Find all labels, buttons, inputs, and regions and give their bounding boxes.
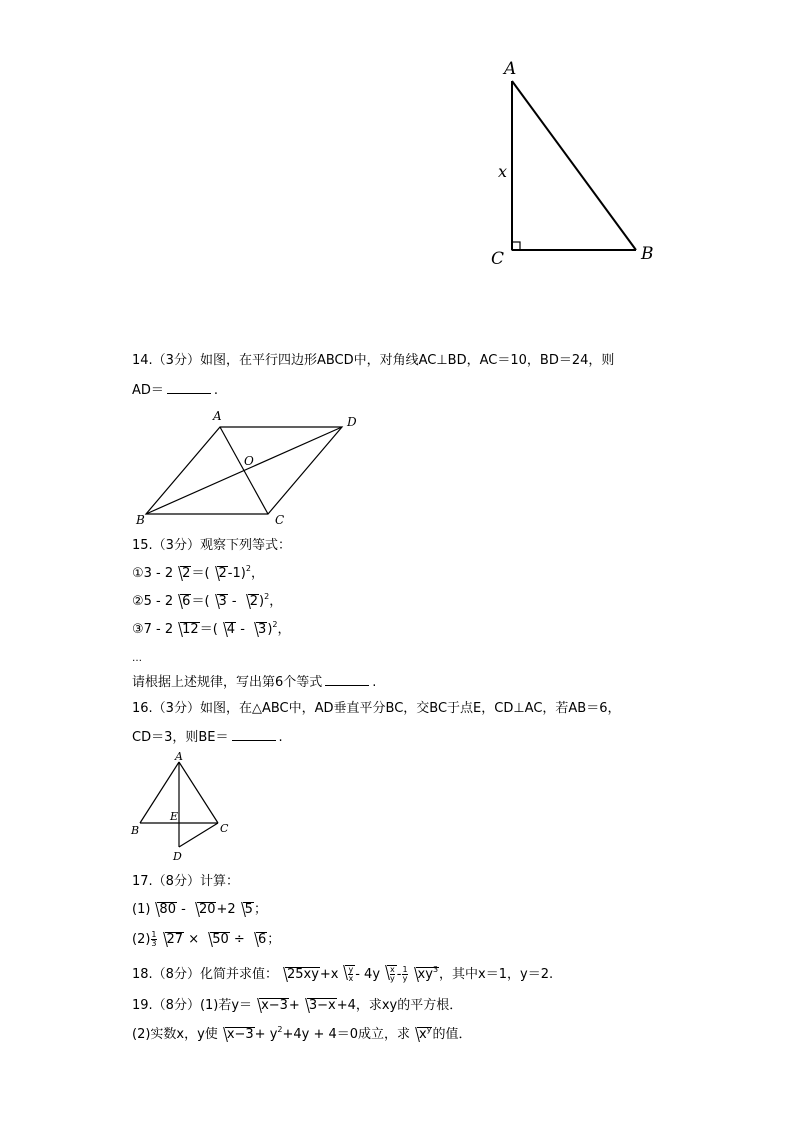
numerator: 1 xyxy=(151,930,157,939)
sqrt-x-minus-3: x−3 xyxy=(261,998,288,1013)
eq2-sep: - xyxy=(227,594,241,609)
vertex-label-d: D xyxy=(173,850,182,863)
exponent: 3 xyxy=(432,965,439,974)
vertex-label-b: B xyxy=(131,824,140,837)
q17-p2-end: ； xyxy=(267,932,281,947)
q19-p2-exponent: 2 xyxy=(277,1025,283,1034)
sqrt-x-minus-3b: x−3 xyxy=(226,1027,254,1042)
eq2-tail: ) xyxy=(259,594,265,609)
q19-p2-mid: + y xyxy=(254,1027,278,1042)
q17-p1-end: ； xyxy=(253,902,267,917)
q19-p2-end: 的值． xyxy=(432,1027,472,1042)
vertex-label-b: B xyxy=(136,513,145,527)
vertex-label-b: B xyxy=(641,244,654,264)
circled-number-3: ③ xyxy=(132,622,144,637)
sqrt-12: 12 xyxy=(182,622,199,637)
eq2-end: ， xyxy=(269,594,283,609)
q18-line xyxy=(132,965,553,984)
vertex-label-c: C xyxy=(220,822,229,835)
numerator: y xyxy=(348,965,354,974)
denominator: x xyxy=(348,974,354,983)
sqrt-5: 5 xyxy=(244,902,253,917)
q19-p2-mid2: +4y + 4＝0成立，求 xyxy=(282,1027,411,1042)
denominator: y xyxy=(390,974,395,983)
circled-number-2: ② xyxy=(132,594,144,609)
q17-part2 xyxy=(132,931,280,949)
side-ab xyxy=(512,81,636,250)
q14-line2 xyxy=(132,381,218,400)
q18-term3: - xyxy=(396,967,402,982)
q18-tail: ，其中x＝1，y＝2. xyxy=(439,967,554,982)
q17-p2-divide: ÷ xyxy=(229,932,249,947)
sqrt-2: 2 xyxy=(182,566,191,581)
q18-stem: 18.（8分）化简并求值： xyxy=(132,967,278,982)
eq1-tail: -1) xyxy=(227,566,246,581)
q19-stem: 19.（8分）(1)若y＝ xyxy=(132,998,253,1013)
sqrt-20: 20 xyxy=(198,902,216,917)
triangle-abc-figure xyxy=(128,750,238,865)
sqrt-2c: 2 xyxy=(249,594,259,609)
q16-given: CD＝3，则BE＝ xyxy=(132,730,229,745)
eq2-eq: ＝( xyxy=(191,594,210,609)
eq3-end: ， xyxy=(277,622,291,637)
sqrt-x-pow-y xyxy=(417,1027,432,1042)
q15-equation-3 xyxy=(132,621,291,639)
eq2-exponent: 2 xyxy=(264,592,270,601)
q17-p1-label: (1) xyxy=(132,902,151,917)
sqrt-y-over-x xyxy=(345,965,355,983)
q17-p2-times: × xyxy=(184,932,204,947)
sqrt-50: 50 xyxy=(212,932,229,947)
q19-p2-pre: (2)实数x，y使 xyxy=(132,1027,218,1042)
circled-number-1: ① xyxy=(132,566,144,581)
eq1-end: ， xyxy=(250,566,264,581)
q18-term1: +x xyxy=(319,967,339,982)
q18-term2: - 4y xyxy=(355,967,381,982)
eq3-tail: ) xyxy=(267,622,273,637)
q19-plus: + xyxy=(288,998,300,1013)
sqrt-4: 4 xyxy=(226,622,236,637)
vertex-label-a: A xyxy=(504,59,517,79)
side-label-x: x xyxy=(498,162,508,181)
exponent: y xyxy=(426,1025,432,1034)
sqrt-6: 6 xyxy=(257,932,267,947)
q17-p1-op1: - xyxy=(176,902,190,917)
q15-stem: 15.（3分）观察下列等式： xyxy=(132,538,291,553)
sqrt-3: 3 xyxy=(218,594,227,609)
sqrt-25xy: 25xy xyxy=(286,967,319,982)
q14-line1: 14.（3分）如图，在平行四边形ABCD中，对角线AC⊥BD，AC＝10，BD＝24，则 xyxy=(132,353,615,368)
sqrt-27: 27 xyxy=(166,932,184,947)
eq3-eq: ＝( xyxy=(199,622,218,637)
q19-part2 xyxy=(132,1026,472,1044)
numerator: 1 xyxy=(402,965,408,974)
right-angle-mark xyxy=(512,242,520,250)
q17-stem: 17.（8分）计算： xyxy=(132,874,239,889)
sqrt-2b: 2 xyxy=(218,566,227,581)
q15-ask xyxy=(132,673,376,692)
eq1-eq: ＝( xyxy=(191,566,210,581)
q15-equation-1 xyxy=(132,565,264,583)
q14-period: . xyxy=(213,383,219,398)
q15-ask-text: 请根据上述规律，写出第6个等式 xyxy=(132,675,323,690)
center-label-o: O xyxy=(244,454,254,468)
vertex-label-a: A xyxy=(213,409,222,423)
q16-period: . xyxy=(278,730,283,745)
vertex-label-c: C xyxy=(275,513,285,527)
sqrt-xy3 xyxy=(416,967,439,982)
q15-ellipsis: … xyxy=(132,653,142,664)
radicand: x xyxy=(419,1027,427,1042)
side-ac xyxy=(179,762,218,823)
q16-answer-blank[interactable] xyxy=(232,728,276,741)
q16-line1: 16.（3分）如图，在△ABC中，AD垂直平分BC，交BC于点E，CD⊥AC，若AB＝6， xyxy=(132,701,621,716)
sqrt-3b: 3 xyxy=(258,622,267,637)
vertex-label-c: C xyxy=(491,249,505,269)
q15-answer-blank[interactable] xyxy=(325,673,369,686)
eq1-exponent: 2 xyxy=(245,564,251,573)
q17-p1-op2: +2 xyxy=(216,902,236,917)
q15-period: . xyxy=(372,675,377,690)
right-triangle-figure xyxy=(480,55,670,275)
denominator: y xyxy=(402,974,408,983)
vertex-label-a: A xyxy=(175,750,183,763)
q15-equation-2 xyxy=(132,593,282,611)
segment-cd xyxy=(179,823,218,847)
eq3-lead: 7 - 2 xyxy=(143,622,174,637)
sqrt-3-minus-x: 3−x xyxy=(308,998,336,1013)
q19-part1 xyxy=(132,997,462,1015)
parallelogram-figure xyxy=(130,405,370,530)
eq2-lead: 5 - 2 xyxy=(143,594,174,609)
q16-line2 xyxy=(132,728,283,747)
diagonal-bd xyxy=(146,427,342,514)
q14-answer-blank[interactable] xyxy=(167,381,211,394)
q17-p2-label: (2) xyxy=(132,932,151,947)
q17-part1 xyxy=(132,901,267,919)
vertex-label-d: D xyxy=(347,415,357,429)
numerator: x xyxy=(390,965,395,974)
q14-ad-label: AD＝ xyxy=(132,383,164,398)
eq3-sep: - xyxy=(236,622,250,637)
eq1-lead: 3 - 2 xyxy=(143,566,174,581)
sqrt-6: 6 xyxy=(182,594,191,609)
denominator: 3 xyxy=(151,939,157,948)
radicand: xy xyxy=(417,967,433,982)
sqrt-x-over-y xyxy=(387,965,397,983)
point-label-e: E xyxy=(170,810,179,823)
eq3-exponent: 2 xyxy=(272,620,278,629)
q19-tail: +4，求xy的平方根． xyxy=(336,998,463,1013)
sqrt-80: 80 xyxy=(159,902,176,917)
